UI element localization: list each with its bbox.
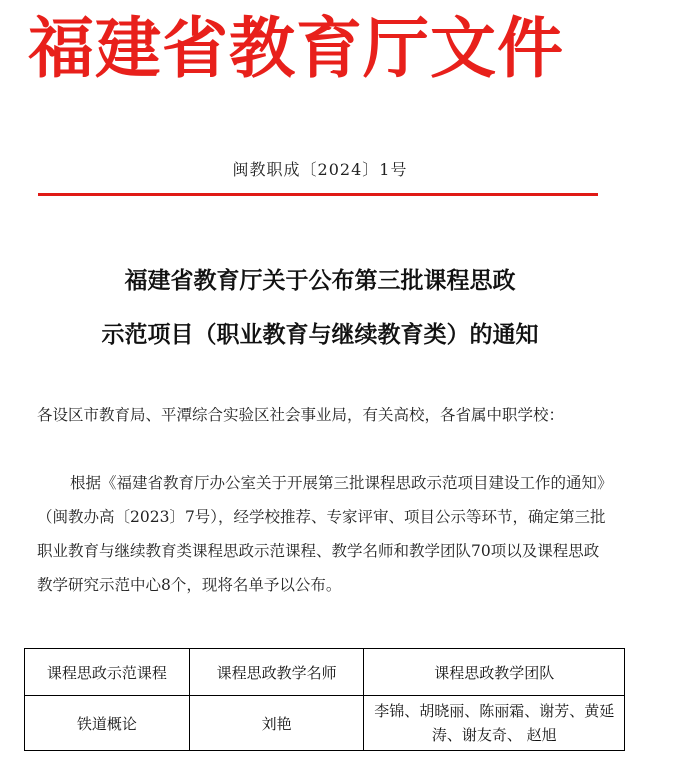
notice-title-line-1: 福建省教育厅关于公布第三批课程思政 <box>124 268 516 294</box>
document-number: 闽教职成〔2024〕1号 <box>232 160 408 179</box>
course-cell: 铁道概论 <box>25 696 190 751</box>
column-header-team: 课程思政教学团队 <box>364 649 625 696</box>
table-row <box>25 696 625 751</box>
document-masthead: 福建省教育厅文件 <box>28 9 564 87</box>
addressee-text: 各设区市教育局、平潭综合实验区社会事业局，有关高校，各省属中职学校： <box>37 406 565 424</box>
notice-title-line-2: 示范项目（职业教育与继续教育类）的通知 <box>101 322 539 348</box>
project-list-table <box>24 648 625 751</box>
column-header-teacher: 课程思政教学名师 <box>189 649 364 696</box>
teacher-cell: 刘艳 <box>189 696 364 751</box>
table-header-row <box>25 649 625 696</box>
column-header-course: 课程思政示范课程 <box>25 649 190 696</box>
red-divider-line <box>38 193 598 196</box>
notice-body-paragraph: 根据《福建省教育厅办公室关于开展第三批课程思政示范项目建设工作的通知》（闽教办高〔2023〕7号），经学校推荐、专家评审、项目公示等环节，确定第三批职业教育与继续教育类课程思政示范课程、教学名师和教学团队70项以及课程思政教学研究示范中心8个，现将名单予以公布。 <box>37 474 606 594</box>
team-cell: 李锦、胡晓丽、陈丽霜、谢芳、黄延涛、谢友奇、 赵旭 <box>364 696 625 751</box>
